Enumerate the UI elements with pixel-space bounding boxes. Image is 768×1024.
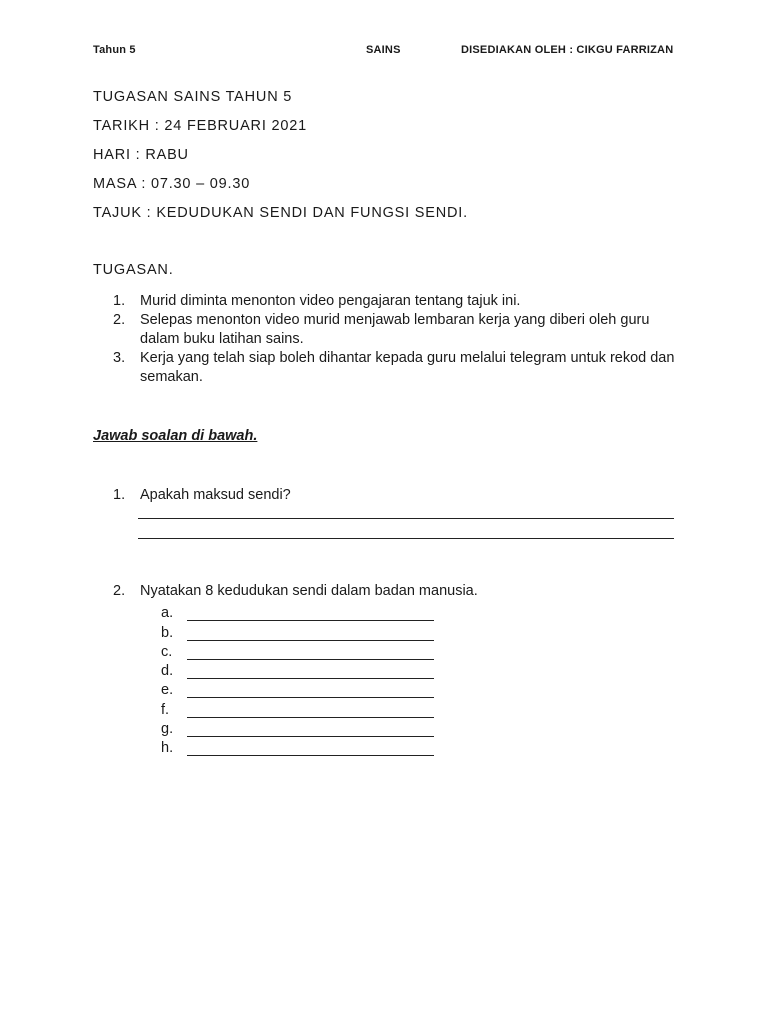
sub-item: [161, 602, 434, 621]
assignment-time: MASA : 07.30 – 09.30: [93, 176, 251, 192]
sub-letter: c.: [161, 643, 173, 660]
answer-line[interactable]: [138, 538, 674, 539]
header-class: Tahun 5: [93, 44, 136, 56]
sub-letter: e.: [161, 682, 174, 699]
assignment-title: TUGASAN SAINS TAHUN 5: [93, 89, 293, 105]
question-1: [113, 486, 683, 505]
sub-item: [161, 718, 434, 737]
tasks-heading: TUGASAN.: [93, 262, 174, 278]
assignment-topic: TAJUK : KEDUDUKAN SENDI DAN FUNGSI SENDI.: [93, 205, 468, 221]
question-text: Nyatakan 8 kedudukan sendi dalam badan manusia.: [140, 583, 478, 599]
sub-item: [161, 621, 434, 640]
answer-line[interactable]: [187, 607, 434, 621]
sub-letter: f.: [161, 701, 170, 718]
header-subject: SAINS: [366, 44, 401, 56]
questions-heading: Jawab soalan di bawah.: [93, 428, 258, 444]
sub-letter: h.: [161, 740, 174, 757]
list-item: [113, 292, 683, 311]
sub-item: [161, 679, 434, 698]
answer-line[interactable]: [187, 627, 434, 641]
question-number: 2.: [113, 583, 126, 599]
question-2: [113, 582, 683, 601]
sub-letter: g.: [161, 721, 174, 738]
list-number: 1.: [113, 293, 126, 309]
list-text: Kerja yang telah siap boleh dihantar kepada guru melalui telegram untuk rekod dan semakan.: [140, 350, 675, 385]
header-author: DISEDIAKAN OLEH : CIKGU FARRIZAN: [461, 44, 674, 56]
sub-item: [161, 660, 434, 679]
list-item: [113, 311, 683, 349]
answer-line[interactable]: [187, 665, 434, 679]
tasks-list: [113, 292, 683, 387]
sub-letter: a.: [161, 605, 174, 622]
sub-item: [161, 641, 434, 660]
list-text: Murid diminta menonton video pengajaran tentang tajuk ini.: [140, 293, 521, 309]
list-item: [113, 582, 683, 601]
sub-letter: b.: [161, 624, 174, 641]
sub-item: [161, 698, 434, 717]
question-number: 1.: [113, 487, 126, 503]
answer-line[interactable]: [187, 684, 434, 698]
answer-line[interactable]: [187, 704, 434, 718]
assignment-day: HARI : RABU: [93, 147, 189, 163]
list-text: Selepas menonton video murid menjawab lembaran kerja yang diberi oleh guru dalam buku latihan sains.: [140, 312, 650, 347]
answer-line[interactable]: [187, 646, 434, 660]
answer-line[interactable]: [187, 723, 434, 737]
list-item: [113, 349, 683, 387]
sub-letter: d.: [161, 663, 174, 680]
assignment-date: TARIKH : 24 FEBRUARI 2021: [93, 118, 307, 134]
answer-line[interactable]: [138, 518, 674, 519]
question-text: Apakah maksud sendi?: [140, 487, 291, 503]
answer-line[interactable]: [187, 742, 434, 756]
answer-sublist: [161, 602, 434, 756]
sub-item: [161, 737, 434, 756]
list-number: 3.: [113, 350, 126, 366]
list-number: 2.: [113, 312, 126, 328]
list-item: [113, 486, 683, 505]
